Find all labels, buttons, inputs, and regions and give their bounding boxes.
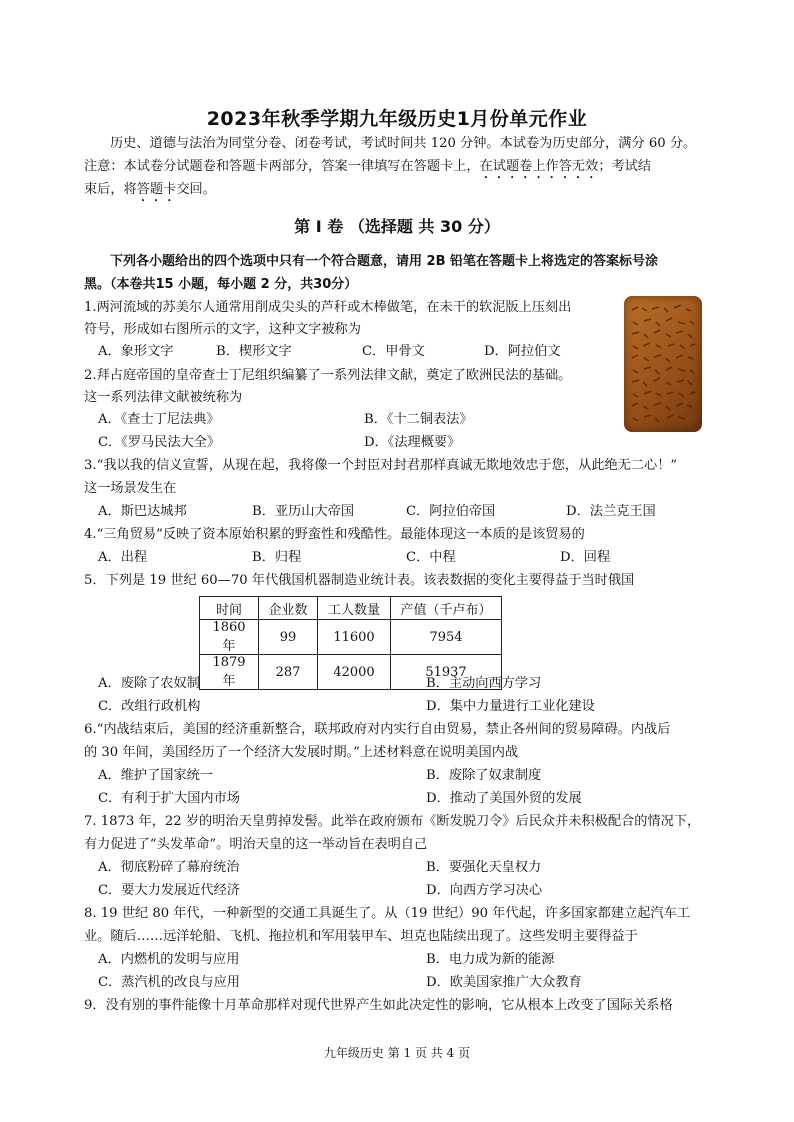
q2-option-b: B．《十二铜表法》 (364, 412, 473, 427)
question-6-line-2: 的 30 年间，美国经历了一个经济大发展时期。”上述材料意在说明美国内战 (84, 745, 519, 760)
q4-option-d: D．回程 (560, 550, 611, 565)
q4-option-a: A．出程 (98, 550, 148, 565)
table-cell: 11600 (318, 620, 391, 655)
q6-option-b: B．废除了奴隶制度 (426, 768, 542, 783)
q8-option-c: C．蒸汽机的改良与应用 (98, 975, 240, 990)
question-7-line-2: 有力促进了“头发革命”。明治天皇的这一举动旨在表明自己 (84, 837, 428, 852)
question-9-line-1: 9．没有别的事件能像十月革命那样对现代世界产生如此决定性的影响，它从根本上改变了国际关系格 (84, 998, 673, 1013)
table-cell: 7954 (391, 620, 502, 655)
question-7-line-1: 7. 1873 年，22 岁的明治天皇剪掉发髻。此举在政府颁布《断发脱刀令》后民众并未积极配合的情况下， (84, 814, 701, 829)
q3-option-d: D．法兰克王国 (566, 504, 656, 519)
q6-option-a: A．维护了国家统一 (98, 768, 214, 783)
cuneiform-marks-icon (624, 296, 702, 432)
table-header-cell: 时间 (200, 597, 259, 620)
question-2-line-1: 2.拜占庭帝国的皇帝查士丁尼组织编纂了一系列法律文献，奠定了欧洲民法的基础。 (84, 368, 572, 383)
q7-option-c: C．要大力发展近代经济 (98, 883, 240, 898)
table-cell: 287 (259, 655, 318, 690)
q4-option-c: C．中程 (406, 550, 456, 565)
q3-option-b: B．亚历山大帝国 (252, 504, 355, 519)
page-title: 2023年秋季学期九年级历史1月份单元作业 (206, 108, 588, 130)
table-cell: 1879 年 (200, 655, 259, 690)
question-8-line-1: 8. 19 世纪 80 年代，一种新型的交通工具诞生了。从（19 世纪）90 年代起，许多国家都建立起汽车工 (84, 906, 690, 921)
instructions-line-2: 黑。（本卷共15 小题，每小题 2 分，共30分） (84, 277, 358, 292)
q8-option-d: D．欧美国家推广大众教育 (426, 975, 582, 990)
cuneiform-tablet-image (624, 296, 702, 432)
notice-a: 注意：本试卷分试题卷和答题卡两部分，答案一律填写在答题卡上， (84, 159, 480, 174)
table-cell: 99 (259, 620, 318, 655)
q7-option-a: A．彻底粉碎了幕府统治 (98, 860, 240, 875)
question-8-line-2: 业。随后……远洋轮船、飞机、拖拉机和军用装甲车、坦克也陆续出现了。这些发明主要得益于 (84, 929, 638, 944)
q4-option-b: B．归程 (252, 550, 302, 565)
q1-option-c: C．甲骨文 (362, 344, 425, 359)
q6-option-c: C．有利于扩大国内市场 (98, 791, 240, 806)
q2-option-c: C．《罗马民法大全》 (98, 435, 221, 450)
q2-option-a: A．《查士丁尼法典》 (98, 412, 220, 427)
q5-option-a: A．废除了农奴制 (98, 676, 200, 691)
question-1-line-1: 1.两河流域的苏美尔人通常用削成尖头的芦秆或木棒做笔，在未干的软泥版上压刻出 (84, 300, 572, 315)
notice-d: 束后，将 (84, 182, 137, 197)
question-1-line-2: 符号，形成如右图所示的文字，这种文字被称为 (84, 322, 361, 337)
question-3-line-2: 这一场景发生在 (84, 481, 177, 496)
q7-option-b: B．要强化天皇权力 (426, 860, 542, 875)
table-header-cell: 工人数量 (318, 597, 391, 620)
table-cell: 1860 年 (200, 620, 259, 655)
table-cell: 42000 (318, 655, 391, 690)
q8-option-b: B．电力成为新的能源 (426, 952, 555, 967)
question-6-line-1: 6.“内战结束后，美国的经济重新整合，联邦政府对内实行自由贸易，禁止各州间的贸易障碍。内战后 (84, 722, 671, 737)
q3-option-c: C．阿拉伯帝国 (406, 504, 496, 519)
question-3-line-1: 3.“我以我的信义宣誓，从现在起，我将像一个封臣对封君那样真诚无欺地效忠于您，从此绝无二心！” (84, 458, 678, 473)
notice-c: ；考试结 (598, 159, 652, 174)
q6-option-d: D．推动了美国外贸的发展 (426, 791, 582, 806)
section-title: 第 I 卷 （选择题 共 30 分） (294, 217, 500, 236)
table-cell: 51937 (391, 655, 502, 690)
notice-f: 交回。 (176, 182, 216, 197)
instructions (84, 250, 712, 296)
q8-option-a: A．内燃机的发明与应用 (98, 952, 240, 967)
notice-emphasis-card: 答题卡 (136, 182, 177, 197)
q5-option-d: D．集中力量进行工业化建设 (426, 699, 595, 714)
table-header-row (200, 597, 502, 620)
question-2-line-2: 这一系列法律文献被统称为 (84, 390, 243, 405)
table-header-cell: 企业数 (259, 597, 318, 620)
question-4-line-1: 4.“三角贸易”反映了资本原始积累的野蛮性和残酷性。最能体现这一本质的是该贸易的 (84, 527, 585, 542)
q1-option-d: D．阿拉伯文 (484, 344, 561, 359)
table-header-cell: 产值（千卢布） (391, 597, 502, 620)
q1-option-b: B．楔形文字 (216, 344, 292, 359)
q3-option-a: A．斯巴达城邦 (98, 504, 187, 519)
question-5-line-1: 5．下列是 19 世纪 60—70 年代俄国机器制造业统计表。该表数据的变化主要得益于当时俄国 (84, 573, 635, 588)
q2-option-d: D．《法理概要》 (364, 435, 461, 450)
intro-paragraph-end (84, 178, 712, 205)
q5-option-c: C．改组行政机构 (98, 699, 201, 714)
q5-option-b: B．主动向西方学习 (426, 676, 542, 691)
instructions-line-1: 下列各小题给出的四个选项中只有一个符合题意，请用 2B 铅笔在答题卡上将选定的答案标号涂 (110, 254, 659, 269)
intro-paragraph (84, 132, 712, 182)
q7-option-d: D．向西方学习决心 (426, 883, 543, 898)
intro-line-1: 历史、道德与法治为同堂分卷、闭卷考试，考试时间共 120 分钟。本试卷为历史部分，满分 60 分。 (110, 136, 697, 151)
notice-emphasis: 在试题卷上作答无效 (479, 159, 599, 174)
page-footer: 九年级历史 第 1 页 共 4 页 (323, 1046, 471, 1060)
table-row (200, 620, 502, 655)
q1-option-a: A．象形文字 (98, 344, 174, 359)
